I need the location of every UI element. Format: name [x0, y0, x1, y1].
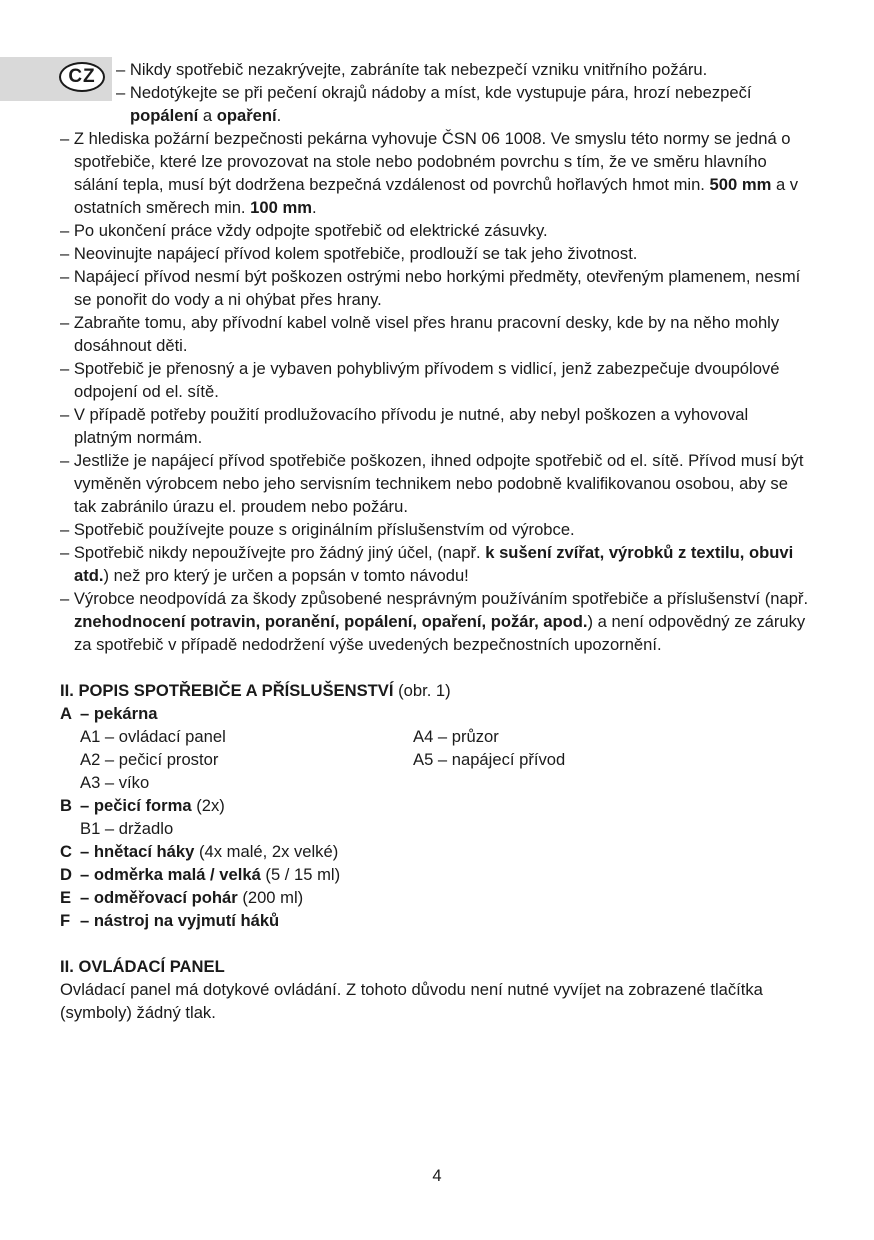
section-description-note: (obr. 1) — [393, 681, 451, 700]
part-f-label: – nástroj na vyjmutí háků — [80, 911, 280, 930]
part-e-letter: E — [60, 888, 72, 907]
safety-item — [60, 242, 810, 265]
page-number: 4 — [432, 1166, 442, 1185]
part-c-note: (4x malé, 2x velké) — [194, 842, 339, 861]
safety-item — [60, 265, 810, 311]
safety-item — [60, 587, 810, 656]
part-a5: A5 – napájecí přívod — [413, 750, 566, 769]
safety-item-text: – Spotřebič nikdy nepoužívejte pro žádný jiný účel, (např. — [60, 543, 486, 562]
part-c-label: – hnětací háky — [80, 842, 195, 861]
part-a-row-1 — [60, 725, 810, 748]
safety-list — [60, 58, 810, 656]
part-d-letter: D — [60, 865, 72, 884]
safety-item — [60, 449, 810, 518]
part-b — [60, 794, 810, 817]
safety-item-text: – Napájecí přívod nesmí být poškozen ostrými nebo horkými předměty, otevřeným plamenem, nesmí se ponořit do vody a ni ohýbat přes hrany. — [60, 267, 801, 309]
safety-item-text: – V případě potřeby použití prodlužovacího přívodu je nutné, aby nebyl poškozen a vyhovoval platným normám. — [60, 405, 749, 447]
safety-item-emphasis: popálení — [130, 106, 199, 125]
section-control-panel — [60, 955, 810, 1024]
safety-item-text: – Zabraňte tomu, aby přívodní kabel volně visel přes hranu pracovní desky, kde by na něho mohly dosáhnout děti. — [60, 313, 780, 355]
part-f-letter: F — [60, 911, 71, 930]
part-b-note: (2x) — [191, 796, 225, 815]
part-a2: A2 – pečicí prostor — [80, 750, 219, 769]
safety-item-text: – Po ukončení práce vždy odpojte spotřebič od elektrické zásuvky. — [60, 221, 548, 240]
part-a-letter: A — [60, 704, 72, 723]
part-e — [60, 886, 810, 909]
safety-item-text: – Výrobce neodpovídá za škody způsobené nesprávným používáním spotřebiče a příslušenství (např. — [60, 589, 809, 608]
safety-item — [60, 518, 810, 541]
safety-item-text: a v ostatních směrech min. — [74, 175, 799, 217]
part-b-label: – pečicí forma — [80, 796, 192, 815]
part-a-label: – pekárna — [80, 704, 158, 723]
safety-item — [60, 81, 810, 127]
safety-item-text: – Neovinujte napájecí přívod kolem spotřebiče, prodlouží se tak jeho životnost. — [60, 244, 638, 263]
part-b1: B1 – držadlo — [80, 819, 174, 838]
part-e-note: (200 ml) — [237, 888, 304, 907]
safety-item-text: ) než pro který je určen a popsán v tomto návodu! — [103, 566, 469, 585]
safety-item-text: – Spotřebič používejte pouze s originálním příslušenstvím od výrobce. — [60, 520, 575, 539]
safety-item — [60, 311, 810, 357]
safety-item-emphasis: 100 mm — [250, 198, 312, 217]
section-description — [60, 679, 810, 932]
section-description-heading — [60, 679, 810, 702]
safety-item — [60, 127, 810, 219]
part-d-note: (5 / 15 ml) — [260, 865, 341, 884]
safety-item-text: – Jestliže je napájecí přívod spotřebiče poškozen, ihned odpojte spotřebič od el. sítě. Přívod musí být vyměněn výrobcem nebo jeho servisním technikem nebo podobně kvalifikovanou osobou, aby se tak zabránilo úrazu el. proudem nebo požáru. — [60, 451, 804, 516]
safety-item-text: – Spotřebič je přenosný a je vybaven pohyblivým přívodem s vidlicí, jenž zabezpečuje dvoupólové odpojení od el. sítě. — [60, 359, 780, 401]
safety-item-emphasis: opaření — [216, 106, 277, 125]
safety-item-text: . — [311, 198, 317, 217]
safety-item-text: – Nikdy spotřebič nezakrývejte, zabráníte tak nebezpečí vzniku vnitřního požáru. — [116, 60, 708, 79]
safety-item — [60, 403, 810, 449]
safety-item — [60, 541, 810, 587]
section-control-panel-title: II. OVLÁDACÍ PANEL — [60, 957, 225, 976]
safety-item — [60, 357, 810, 403]
part-d — [60, 863, 810, 886]
safety-item-emphasis: 500 mm — [709, 175, 772, 194]
section-control-panel-text: Ovládací panel má dotykové ovládání. Z tohoto důvodu není nutné vyvíjet na zobrazené tlačítka (symboly) žádný tlak. — [60, 980, 763, 1022]
safety-item-text: a — [198, 106, 217, 125]
page-content — [60, 58, 810, 1024]
safety-item-text: ) a není odpovědný ze záruky za spotřebič v případě nedodržení výše uvedených bezpečnostních upozornění. — [74, 612, 806, 654]
part-c — [60, 840, 810, 863]
safety-item-emphasis: k sušení zvířat, výrobků z textilu, obuvi atd. — [74, 543, 794, 585]
part-a4: A4 – průzor — [413, 727, 499, 746]
part-f — [60, 909, 810, 932]
safety-item-text: . — [276, 106, 282, 125]
part-a1: A1 – ovládací panel — [80, 727, 226, 746]
part-c-letter: C — [60, 842, 72, 861]
part-e-label: – odměřovací pohár — [80, 888, 238, 907]
part-a — [60, 702, 810, 725]
part-a3: A3 – víko — [80, 773, 150, 792]
section-description-title: II. POPIS SPOTŘEBIČE A PŘÍSLUŠENSTVÍ — [60, 681, 394, 700]
part-d-label: – odměrka malá / velká — [80, 865, 261, 884]
part-a-row-2 — [60, 748, 810, 771]
safety-item-text: – Nedotýkejte se při pečení okrajů nádoby a míst, kde vystupuje pára, hrozí nebezpečí — [116, 83, 752, 102]
safety-item — [60, 219, 810, 242]
part-b-letter: B — [60, 796, 72, 815]
safety-item-emphasis: znehodnocení potravin, poranění, popálení, opaření, požár, apod. — [74, 612, 588, 631]
language-badge: CZ — [59, 62, 105, 92]
safety-item-text: – Z hlediska požární bezpečnosti pekárna vyhovuje ČSN 06 1008. Ve smyslu této normy se jedná o spotřebiče, které lze provozovat na stole nebo podobném povrchu s tím, že ve směru hlavního sálání tepla, musí být dodržena bezpečná vzdálenost od povrchů hořlavých hmot min. — [60, 129, 791, 194]
safety-item — [60, 58, 810, 81]
